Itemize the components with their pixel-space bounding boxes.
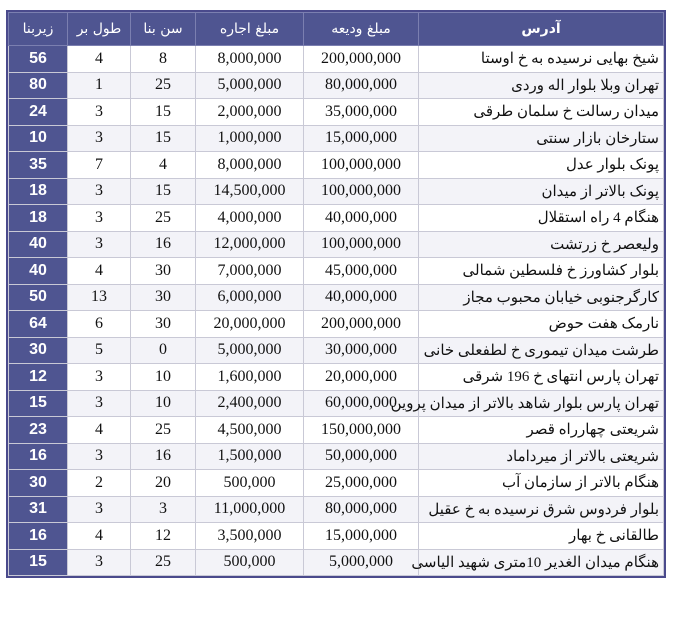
cell-rent: 6,000,000 [196,284,304,311]
header-floor-area: زیربنا [9,13,68,46]
cell-address: طالقانی خ بهار [419,523,664,550]
cell-building-age: 16 [131,231,196,258]
cell-building-age: 10 [131,390,196,417]
cell-rent: 1,000,000 [196,125,304,152]
cell-address: کارگرجنوبی خیابان محبوب مجاز [419,284,664,311]
cell-rent: 2,400,000 [196,390,304,417]
cell-rent: 8,000,000 [196,46,304,73]
cell-address: هنگام بالاتر از سازمان آب [419,470,664,497]
cell-building-age: 10 [131,364,196,391]
cell-address: طرشت میدان تیموری خ لطفعلی خانی [419,337,664,364]
table-row [9,178,664,205]
cell-deposit: 40,000,000 [304,205,419,232]
rental-listings-table-frame [6,10,666,578]
header-building-age: سن بنا [131,13,196,46]
cell-frontage-length: 3 [68,364,131,391]
table-row [9,231,664,258]
cell-frontage-length: 4 [68,258,131,285]
cell-deposit: 80,000,000 [304,496,419,523]
cell-address: میدان رسالت خ سلمان طرقی [419,99,664,126]
cell-building-age: 15 [131,99,196,126]
cell-floor-area: 16 [9,443,68,470]
cell-floor-area: 50 [9,284,68,311]
cell-address: تهران پارس بلوار شاهد بالاتر از میدان پروین [419,390,664,417]
cell-frontage-length: 6 [68,311,131,338]
cell-deposit: 50,000,000 [304,443,419,470]
header-rent: مبلغ اجاره [196,13,304,46]
cell-rent: 5,000,000 [196,337,304,364]
cell-building-age: 0 [131,337,196,364]
cell-address: تهران وبلا بلوار اله وردی [419,72,664,99]
cell-rent: 4,000,000 [196,205,304,232]
cell-deposit: 15,000,000 [304,125,419,152]
cell-rent: 8,000,000 [196,152,304,179]
cell-building-age: 30 [131,284,196,311]
cell-deposit: 100,000,000 [304,178,419,205]
cell-rent: 5,000,000 [196,72,304,99]
cell-address: ولیعصر خ زرتشت [419,231,664,258]
cell-address: هنگام میدان الغدیر 10متری شهید الیاسی [419,549,664,576]
header-address: آدرس [419,13,664,46]
cell-frontage-length: 7 [68,152,131,179]
cell-deposit: 25,000,000 [304,470,419,497]
cell-deposit: 60,000,000 [304,390,419,417]
cell-deposit: 200,000,000 [304,46,419,73]
cell-floor-area: 64 [9,311,68,338]
cell-frontage-length: 5 [68,337,131,364]
table-row [9,284,664,311]
cell-frontage-length: 4 [68,46,131,73]
cell-address: نارمک هفت حوض [419,311,664,338]
cell-floor-area: 18 [9,178,68,205]
cell-rent: 20,000,000 [196,311,304,338]
table-row [9,470,664,497]
cell-building-age: 20 [131,470,196,497]
cell-floor-area: 35 [9,152,68,179]
cell-floor-area: 15 [9,549,68,576]
table-row [9,443,664,470]
table-row [9,523,664,550]
cell-floor-area: 10 [9,125,68,152]
table-row [9,152,664,179]
cell-deposit: 20,000,000 [304,364,419,391]
cell-building-age: 16 [131,443,196,470]
cell-frontage-length: 3 [68,178,131,205]
table-row [9,46,664,73]
cell-frontage-length: 3 [68,99,131,126]
cell-rent: 1,600,000 [196,364,304,391]
cell-deposit: 5,000,000 [304,549,419,576]
table-row [9,417,664,444]
cell-rent: 1,500,000 [196,443,304,470]
table-row [9,99,664,126]
header-frontage-length: طول بر [68,13,131,46]
cell-building-age: 25 [131,549,196,576]
cell-address: شریعتی چهارراه قصر [419,417,664,444]
table-body [9,46,664,576]
cell-rent: 11,000,000 [196,496,304,523]
cell-floor-area: 18 [9,205,68,232]
table-row [9,311,664,338]
cell-deposit: 15,000,000 [304,523,419,550]
cell-address: ستارخان بازار سنتی [419,125,664,152]
cell-floor-area: 16 [9,523,68,550]
cell-floor-area: 30 [9,470,68,497]
cell-building-age: 4 [131,152,196,179]
table-row [9,125,664,152]
cell-frontage-length: 3 [68,549,131,576]
cell-floor-area: 80 [9,72,68,99]
cell-rent: 14,500,000 [196,178,304,205]
cell-address: پونک بالاتر از میدان [419,178,664,205]
cell-building-age: 15 [131,178,196,205]
cell-deposit: 80,000,000 [304,72,419,99]
cell-address: هنگام 4 راه استقلال [419,205,664,232]
cell-deposit: 200,000,000 [304,311,419,338]
table-row [9,549,664,576]
cell-building-age: 30 [131,258,196,285]
cell-building-age: 25 [131,205,196,232]
cell-rent: 3,500,000 [196,523,304,550]
cell-rent: 2,000,000 [196,99,304,126]
cell-frontage-length: 3 [68,231,131,258]
cell-frontage-length: 4 [68,417,131,444]
cell-address: بلوار کشاورز خ فلسطین شمالی [419,258,664,285]
cell-floor-area: 31 [9,496,68,523]
cell-frontage-length: 3 [68,390,131,417]
table-header-row [9,13,664,46]
cell-address: شریعتی بالاتر از میرداماد [419,443,664,470]
table-row [9,390,664,417]
cell-rent: 4,500,000 [196,417,304,444]
cell-deposit: 100,000,000 [304,152,419,179]
table-row [9,205,664,232]
cell-frontage-length: 3 [68,496,131,523]
cell-rent: 12,000,000 [196,231,304,258]
cell-deposit: 45,000,000 [304,258,419,285]
cell-frontage-length: 13 [68,284,131,311]
cell-address: بلوار فردوس شرق نرسیده به خ عقیل [419,496,664,523]
cell-frontage-length: 1 [68,72,131,99]
table-row [9,72,664,99]
cell-address: پونک بلوار عدل [419,152,664,179]
cell-frontage-length: 2 [68,470,131,497]
header-deposit: مبلغ ودیعه [304,13,419,46]
cell-building-age: 12 [131,523,196,550]
cell-frontage-length: 3 [68,125,131,152]
table-row [9,364,664,391]
table-row [9,258,664,285]
cell-frontage-length: 3 [68,443,131,470]
cell-building-age: 30 [131,311,196,338]
cell-floor-area: 15 [9,390,68,417]
cell-floor-area: 12 [9,364,68,391]
cell-rent: 500,000 [196,549,304,576]
cell-rent: 7,000,000 [196,258,304,285]
cell-floor-area: 40 [9,231,68,258]
cell-building-age: 15 [131,125,196,152]
cell-building-age: 25 [131,417,196,444]
cell-floor-area: 40 [9,258,68,285]
cell-floor-area: 23 [9,417,68,444]
table-row [9,337,664,364]
cell-building-age: 25 [131,72,196,99]
cell-deposit: 100,000,000 [304,231,419,258]
cell-frontage-length: 3 [68,205,131,232]
cell-floor-area: 24 [9,99,68,126]
table-row [9,496,664,523]
cell-building-age: 8 [131,46,196,73]
cell-frontage-length: 4 [68,523,131,550]
cell-floor-area: 56 [9,46,68,73]
cell-deposit: 35,000,000 [304,99,419,126]
cell-building-age: 3 [131,496,196,523]
cell-address: تهران پارس انتهای خ 196 شرقی [419,364,664,391]
cell-deposit: 30,000,000 [304,337,419,364]
cell-rent: 500,000 [196,470,304,497]
rental-listings-table [8,12,664,576]
cell-deposit: 150,000,000 [304,417,419,444]
cell-address: شیخ بهایی نرسیده به خ اوستا [419,46,664,73]
cell-deposit: 40,000,000 [304,284,419,311]
cell-floor-area: 30 [9,337,68,364]
